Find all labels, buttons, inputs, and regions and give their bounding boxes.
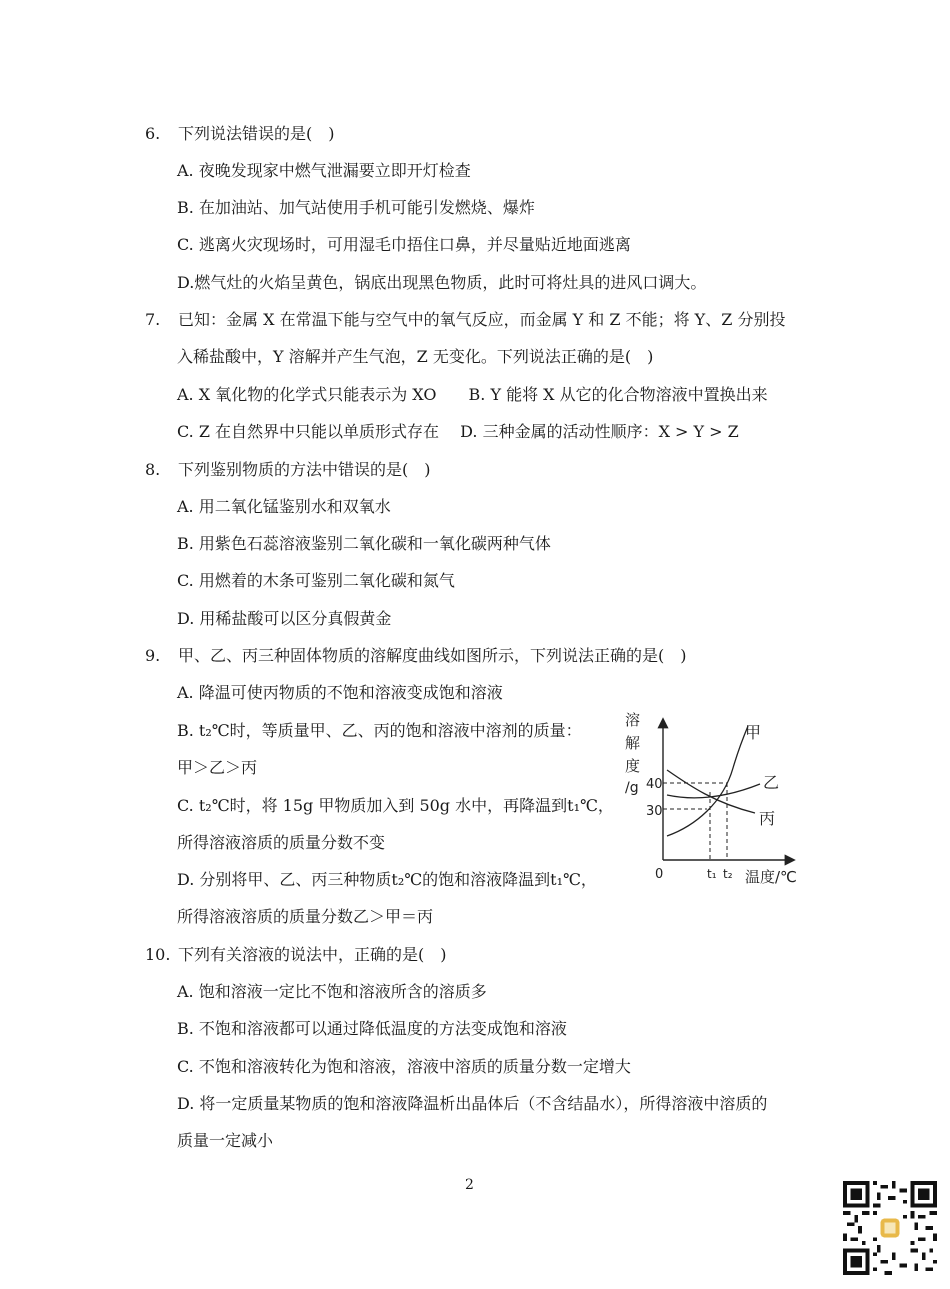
question-10 — [145, 945, 447, 965]
y-tick-40: 40 — [646, 777, 663, 792]
option-a: A. 饱和溶液一定比不饱和溶液所含的溶质多 — [177, 982, 487, 1001]
option-d-continued: 质量一定减小 — [177, 1131, 274, 1150]
question-number: 7. — [145, 310, 161, 329]
series-label-bing: 丙 — [759, 809, 776, 828]
y-tick-30: 30 — [646, 804, 663, 819]
option-b: B. t₂℃时，等质量甲、乙、丙的饱和溶液中溶剂的质量： — [177, 721, 582, 740]
qr-code — [843, 1181, 937, 1275]
question-7 — [145, 310, 785, 330]
y-label-char: /g — [625, 780, 639, 796]
option-a-b: A. X 氧化物的化学式只能表示为 XO B. Y 能将 X 从它的化合物溶液中置换出来 — [177, 385, 768, 404]
option-c-d: C. Z 在自然界中只能以单质形式存在 D. 三种金属的活动性顺序：X > Y > Z — [177, 422, 739, 441]
x-tick-t1: t₁ — [707, 867, 717, 881]
x-tick-t2: t₂ — [723, 867, 733, 881]
option-d: D. 用稀盐酸可以区分真假黄金 — [177, 609, 392, 628]
option-c: C. t₂℃时，将 15g 甲物质加入到 50g 水中，再降温到t₁℃， — [177, 796, 614, 815]
question-text: 下列说法错误的是( ) — [178, 124, 335, 143]
option-b: B. 用紫色石蕊溶液鉴别二氧化碳和一氧化碳两种气体 — [177, 534, 551, 553]
option-c-continued: 所得溶液溶质的质量分数不变 — [177, 833, 386, 852]
question-number: 8. — [145, 460, 161, 479]
option-a: A. 降温可使丙物质的不饱和溶液变成饱和溶液 — [177, 683, 503, 702]
question-text: 下列有关溶液的说法中，正确的是( ) — [178, 945, 447, 964]
y-label-char: 解 — [625, 734, 641, 752]
question-number: 6. — [145, 124, 161, 143]
x-axis-label: 温度/℃ — [745, 868, 797, 886]
question-text: 下列鉴别物质的方法中错误的是( ) — [178, 460, 431, 479]
question-8 — [145, 460, 431, 480]
question-number: 10. — [145, 945, 171, 964]
question-number: 9. — [145, 646, 161, 665]
question-text: 已知：金属 X 在常温下能与空气中的氧气反应，而金属 Y 和 Z 不能；将 Y、Z 分别投 — [178, 310, 786, 329]
curve-jia — [667, 726, 748, 836]
question-text-continued: 入稀盐酸中，Y 溶解并产生气泡，Z 无变化。下列说法正确的是( ) — [177, 347, 654, 366]
y-label-char: 溶 — [625, 711, 641, 729]
option-b: B. 在加油站、加气站使用手机可能引发燃烧、爆炸 — [177, 198, 535, 217]
series-label-jia: 甲 — [745, 723, 762, 742]
series-label-yi: 乙 — [763, 773, 780, 792]
option-d: D. 将一定质量某物质的饱和溶液降温析出晶体后（不含结晶水），所得溶液中溶质的 — [177, 1094, 768, 1113]
option-b: B. 不饱和溶液都可以通过降低温度的方法变成饱和溶液 — [177, 1019, 567, 1038]
option-c: C. 用燃着的木条可鉴别二氧化碳和氮气 — [177, 571, 455, 590]
option-b-continued: 甲＞乙＞丙 — [177, 758, 258, 777]
option-c: C. 逃离火灾现场时，可用湿毛巾捂住口鼻，并尽量贴近地面逃离 — [177, 235, 631, 254]
solubility-chart — [615, 708, 805, 888]
question-text: 甲、乙、丙三种固体物质的溶解度曲线如图所示，下列说法正确的是( ) — [178, 646, 687, 665]
option-c: C. 不饱和溶液转化为饱和溶液，溶液中溶质的质量分数一定增大 — [177, 1057, 631, 1076]
y-label-char: 度 — [625, 757, 641, 775]
option-a: A. 夜晚发现家中燃气泄漏要立即开灯检查 — [177, 161, 471, 180]
question-6 — [145, 124, 335, 144]
page-number: 2 — [465, 1177, 474, 1193]
option-d: D.燃气灶的火焰呈黄色，锅底出现黑色物质，此时可将灶具的进风口调大。 — [177, 273, 707, 292]
option-a: A. 用二氧化锰鉴别水和双氧水 — [177, 497, 391, 516]
option-d-continued: 所得溶液溶质的质量分数乙＞甲＝丙 — [177, 907, 434, 926]
curve-yi — [667, 784, 760, 798]
origin-label: 0 — [655, 867, 664, 882]
option-d: D. 分别将甲、乙、丙三种物质t₂℃的饱和溶液降温到t₁℃， — [177, 870, 597, 889]
question-9 — [145, 646, 687, 666]
